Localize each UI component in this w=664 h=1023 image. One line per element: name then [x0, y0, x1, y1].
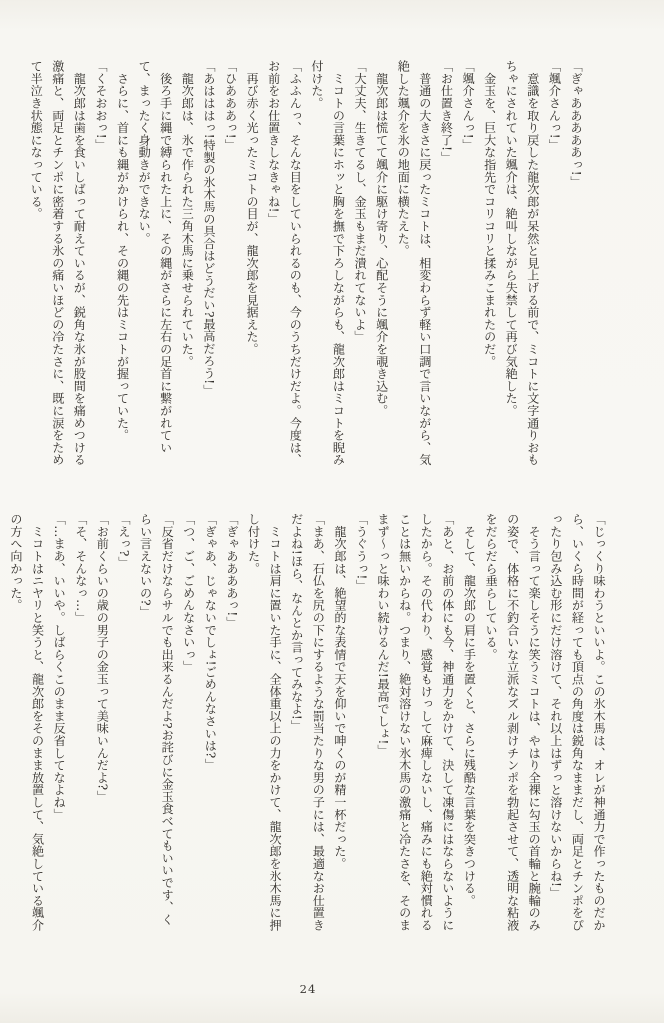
paragraph: 再び赤く光ったミコトの目が、龍次郎を見据えた。	[245, 60, 260, 356]
paragraph: そして、龍次郎の肩に手を置くと、さらに残酷な言葉を突きつける。	[462, 513, 477, 907]
paragraph: 「反省だけならサルでも出来るんだよ?お詫びに金玉食べてもいいです、くらい言えないの?」	[138, 513, 175, 926]
paragraph: 「えっ?」	[116, 513, 131, 569]
lower-text-block	[4, 513, 609, 933]
paragraph: 「つ、ご、ごめんなさいっ」	[181, 513, 196, 673]
paragraph: 龍次郎は慌てて颯介に駆け寄り、心配そうに颯介を覗き込む。	[374, 60, 389, 417]
paragraph: 後ろ手に縄で縛られた上に、その縄がさらに左右の足首に繋がれていて、まったく身動きができない。	[137, 60, 173, 454]
paragraph: 「あはははっ!特製の氷木馬の具合はどうだい?最高だろう!」	[201, 60, 216, 397]
paragraph: 「颯介さんっ!」	[461, 60, 476, 152]
upper-text-block	[25, 60, 586, 478]
page-number: 24	[299, 982, 317, 996]
paragraph: 「ぎゃあああああっ!」	[569, 60, 583, 189]
paragraph: そう言って楽しそうに笑うミコトは、やはり全裸に勾玉の首輪と腕輪のみの姿で、体格に不釣合いな立派なズル剥けチンポを勃起させて、透明な粘液をだらだら垂らしている。	[484, 513, 542, 932]
paragraph: 「ぎゃあ、じゃないでしょ!ごめんなさいは?」	[203, 513, 218, 771]
paragraph: ミコトはニヤリと笑うと、龍次郎をそのまま放置して、気絶している颯介の方へ向かった。	[8, 513, 45, 932]
paragraph: 龍次郎は、氷で作られた三角木馬に乗せられていた。	[180, 60, 195, 368]
paragraph: 「ふふんっ、そんな目をしていられるのも、今のうちだけだよ。今度は、お前をお仕置きしなきゃね!」	[266, 60, 303, 466]
paragraph: ミコトは肩に置いた手に、全体重以上の力をかけて、龍次郎を氷木馬に押し付けた。	[246, 513, 283, 932]
paragraph: 「くそおおっ!」	[93, 60, 108, 152]
paragraph: 「…まあ、いいや。しばらくこのまま反省してなよね」	[52, 513, 67, 821]
paragraph: 「お前くらいの歳の男子の金玉って美味いんだよ?」	[95, 513, 110, 803]
paragraph: 「大丈夫、生きてるし、金玉もまだ潰れてないよ」	[353, 60, 368, 343]
paragraph: 「お仕置き終了!」	[439, 60, 454, 164]
paragraph: 「ひあああっ!」	[223, 60, 238, 152]
paragraph: 「ぎゃああああっ!」	[224, 513, 239, 629]
paragraph: 「うぐうっ!」	[354, 513, 369, 592]
paragraph: 金玉を、巨大な指先でコリコリと揉みこまれたのだ。	[482, 60, 497, 368]
paragraph: 意識を取り戻した龍次郎が呆然と見上げる前で、ミコトに文字通りおもちゃにされていた颯介は、絶叫しながら失禁して再び気絶した。	[504, 60, 540, 466]
paragraph: 「じっくり味わうといいよ。この氷木馬は、オレが神通力で作ったものだから、いくら時間が経っても頂点の角度は鋭角なままだし、両足とチンポをぴったり包み込む形にだけ溶けて、それ以上はずっと溶けないからね!」	[548, 513, 606, 932]
paragraph: ミコトの言葉にホッと胸を撫で下ろしながらも、龍次郎はミコトを睨み付けた。	[309, 60, 346, 466]
paragraph: 普通の大きさに戻ったミコトは、相変わらず軽い口調で言いながら、気絶した颯介を氷の地面に横たえた。	[396, 60, 432, 466]
paragraph: 「まあ、石仏を尻の下にするような罰当たりな男の子には、最適なお仕置きだよね!ほら、なんとか言ってみなよ!」	[289, 513, 326, 932]
paragraph: 「あと、お前の体にも今、神通力をかけて、決して凍傷にはならないようにしたから。その代わり、感覚もけっして麻痺しないし、痛みにも絶対慣れることは無いからね。つまり、絶対溶けない氷木馬の激痛と冷たさを、そのままず〜っと味わい続けるんだ!最高でしょ!」	[376, 513, 455, 932]
paragraph: さらに、首にも縄がかけられ、その縄の先はミコトが握っていた。	[115, 60, 130, 442]
paragraph: 「颯介さんっ!」	[547, 60, 562, 152]
paragraph: 「そ、そんなっ…」	[73, 513, 88, 624]
paragraph: 龍次郎は歯を食いしばって耐えているが、鋭角な氷が股間を痛めつける激痛と、両足とチンポに密着する氷の痛いほどの冷たさに、既に涙をためて半泣き状態になっている。	[29, 60, 87, 466]
paragraph: 龍次郎は、絶望的な表情で天を仰いで呻くのが精一杯だった。	[332, 513, 347, 870]
